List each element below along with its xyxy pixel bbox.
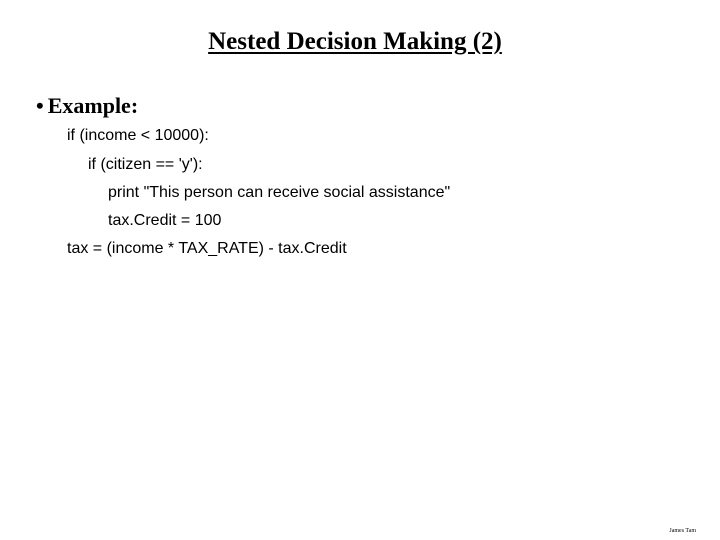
code-line-if-citizen: if (citizen == 'y'): xyxy=(88,156,203,173)
footer-author: James Tam xyxy=(669,528,696,534)
code-line-tax: tax = (income * TAX_RATE) - tax.Credit xyxy=(67,240,347,257)
code-line-if-income: if (income < 10000): xyxy=(67,127,209,144)
code-line-tax-credit: tax.Credit = 100 xyxy=(108,212,222,229)
bullet-example xyxy=(36,93,138,119)
code-line-print: print "This person can receive social assistance" xyxy=(108,184,451,201)
bullet-label: Example: xyxy=(47,93,139,118)
bullet-icon: • xyxy=(36,93,44,118)
slide-title: Nested Decision Making (2) xyxy=(208,28,502,55)
